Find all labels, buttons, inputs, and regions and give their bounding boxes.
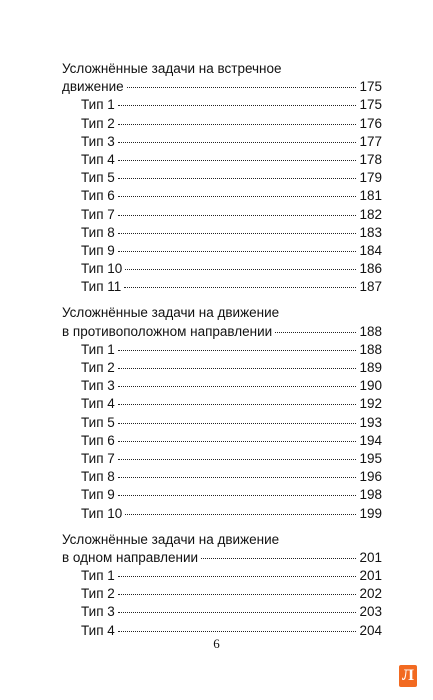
- dot-leader: [118, 612, 357, 613]
- dot-leader: [118, 631, 357, 632]
- page-ref: 196: [359, 469, 382, 485]
- item-label: Тип 11: [81, 279, 122, 295]
- page-ref: 189: [359, 360, 382, 375]
- toc-item[interactable]: [62, 603, 382, 621]
- toc-item[interactable]: [62, 505, 382, 523]
- page-ref: 177: [359, 133, 382, 149]
- section-title: Усложнённые задачи на движение: [62, 305, 280, 321]
- toc-item[interactable]: [62, 242, 382, 260]
- item-label: Тип 10: [81, 505, 123, 521]
- dot-leader: [118, 368, 357, 369]
- section-title-cont: в одном направлении: [62, 549, 199, 565]
- dot-leader: [118, 477, 357, 478]
- dot-leader: [118, 386, 357, 387]
- page-ref: 179: [359, 170, 382, 186]
- page-ref: 203: [359, 604, 382, 620]
- toc-item[interactable]: [62, 585, 382, 603]
- toc-item[interactable]: [62, 432, 382, 450]
- section-title: Усложнённые задачи на движение: [62, 531, 280, 547]
- page-ref: 181: [359, 188, 382, 204]
- toc-item[interactable]: [62, 395, 382, 413]
- dot-leader: [118, 215, 357, 216]
- item-label: Тип 8: [81, 224, 115, 240]
- item-label: Тип 2: [81, 360, 115, 375]
- dot-leader: [118, 441, 357, 442]
- page-ref: 176: [359, 115, 382, 131]
- page-ref: 192: [359, 396, 382, 412]
- table-of-contents: [62, 60, 382, 648]
- item-label: Тип 2: [81, 586, 115, 602]
- section-title: Усложнённые задачи на встречное: [62, 61, 282, 76]
- item-label: Тип 5: [81, 170, 115, 186]
- item-label: Тип 3: [81, 604, 115, 620]
- page-number: 6: [213, 636, 220, 651]
- section-title-entry[interactable]: [62, 323, 382, 341]
- page-ref: 184: [359, 242, 382, 258]
- page-ref: 175: [359, 79, 382, 95]
- item-label: Тип 9: [81, 487, 115, 503]
- item-label: Тип 7: [81, 206, 115, 222]
- item-label: Тип 6: [81, 188, 115, 204]
- dot-leader: [125, 269, 356, 270]
- toc-item[interactable]: [62, 169, 382, 187]
- page-ref: 190: [359, 378, 382, 394]
- page-ref: 204: [359, 622, 382, 638]
- page-ref: 187: [359, 279, 382, 295]
- dot-leader: [118, 459, 357, 460]
- toc-item[interactable]: [62, 278, 382, 296]
- dot-leader: [118, 105, 357, 106]
- dot-leader: [118, 251, 357, 252]
- item-label: Тип 6: [81, 432, 115, 448]
- dot-leader: [201, 558, 356, 559]
- toc-item[interactable]: [62, 450, 382, 468]
- item-label: Тип 4: [81, 396, 115, 412]
- toc-item[interactable]: [62, 377, 382, 395]
- dot-leader: [127, 87, 357, 88]
- toc-section: [62, 304, 382, 522]
- page-ref: 182: [359, 206, 382, 222]
- page-ref: 201: [359, 549, 382, 565]
- item-label: Тип 8: [81, 469, 115, 485]
- dot-leader: [118, 350, 357, 351]
- page-ref: 194: [359, 432, 382, 448]
- section-title-cont: движение: [62, 79, 124, 95]
- toc-item[interactable]: [62, 260, 382, 278]
- item-label: Тип 2: [81, 115, 115, 131]
- dot-leader: [118, 495, 357, 496]
- toc-item[interactable]: [62, 151, 382, 169]
- dot-leader: [118, 124, 357, 125]
- page-ref: 186: [359, 261, 382, 277]
- toc-item[interactable]: [62, 567, 382, 585]
- dot-leader: [118, 404, 357, 405]
- publisher-logo-icon: Л: [399, 665, 417, 687]
- section-title-entry[interactable]: [62, 78, 382, 96]
- toc-item[interactable]: [62, 224, 382, 242]
- toc-section: [62, 60, 382, 296]
- toc-item[interactable]: [62, 414, 382, 432]
- page-ref: 175: [359, 97, 382, 113]
- toc-item[interactable]: [62, 96, 382, 114]
- item-label: Тип 1: [81, 341, 115, 357]
- toc-item[interactable]: [62, 133, 382, 151]
- toc-item[interactable]: [62, 187, 382, 205]
- toc-item[interactable]: [62, 486, 382, 504]
- dot-leader: [118, 233, 357, 234]
- item-label: Тип 1: [81, 568, 115, 584]
- page-ref: 198: [359, 487, 382, 503]
- item-label: Тип 4: [81, 151, 115, 167]
- section-title-entry[interactable]: [62, 549, 382, 567]
- page-ref: 199: [359, 505, 382, 521]
- dot-leader: [125, 514, 356, 515]
- toc-item[interactable]: [62, 115, 382, 133]
- toc-section: [62, 531, 382, 640]
- dot-leader: [118, 178, 357, 179]
- dot-leader: [118, 142, 357, 143]
- item-label: Тип 7: [81, 450, 115, 466]
- dot-leader: [118, 594, 357, 595]
- item-label: Тип 3: [81, 133, 115, 149]
- toc-item[interactable]: [62, 468, 382, 486]
- page-ref: 195: [359, 450, 382, 466]
- dot-leader: [118, 196, 357, 197]
- item-label: Тип 1: [81, 97, 115, 113]
- page-ref: 202: [359, 586, 382, 602]
- toc-item[interactable]: [62, 359, 382, 377]
- item-label: Тип 5: [81, 414, 115, 430]
- dot-leader: [118, 160, 357, 161]
- page-ref: 188: [359, 341, 382, 357]
- page-ref: 201: [359, 568, 382, 584]
- item-label: Тип 9: [81, 242, 115, 258]
- item-label: Тип 4: [81, 622, 115, 638]
- dot-leader: [118, 576, 357, 577]
- toc-item[interactable]: [62, 206, 382, 224]
- page-ref: 183: [359, 224, 382, 240]
- toc-item[interactable]: [62, 341, 382, 359]
- section-title-cont: в противоположном направлении: [62, 323, 273, 339]
- dot-leader: [118, 423, 357, 424]
- page-ref: 188: [359, 323, 382, 339]
- item-label: Тип 3: [81, 378, 115, 394]
- dot-leader: [275, 332, 356, 333]
- page-ref: 178: [359, 151, 382, 167]
- dot-leader: [124, 287, 356, 288]
- item-label: Тип 10: [81, 261, 123, 277]
- page-ref: 193: [359, 414, 382, 430]
